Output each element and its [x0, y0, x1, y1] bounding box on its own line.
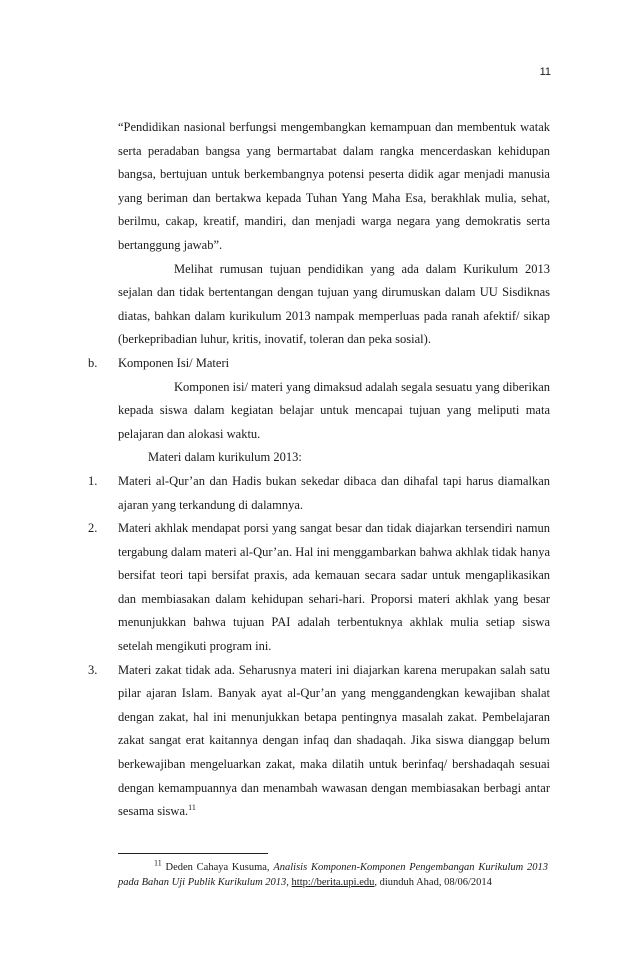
section-b-heading: Komponen Isi/ Materi: [118, 355, 230, 370]
body-text: [88, 116, 550, 824]
list-item-marker: 3.: [88, 662, 98, 677]
list-item-text-body: Materi zakat tidak ada. Seharusnya materi ini diajarkan karena merupakan salah satu pilar ajaran Islam. Banyak ayat al-Qur’an yang menggandengkan kewajiban shalat dengan zakat, hal ini menunjukkan betapa pentingnya masalah zakat. Pembelajaran zakat sangat erat kaitannya dengan infaq dan shadaqah. Jika siswa dianggap belum berkewajiban mengeluarkan zakat, maka dilatih untuk berinfaq/ bershadaqah sesuai dengan kemampuannya dan menambah wawasan dengan membiasakan berbagi antar sesama siswa.: [118, 662, 550, 819]
footnote-reference[interactable]: 11: [188, 803, 196, 813]
paragraph-melihat: Melihat rumusan tujuan pendidikan yang ada dalam Kurikulum 2013 sejalan dan tidak bertentangan dengan tujuan yang dirumuskan dalam UU Sisdiknas diatas, bahkan dalam kurikulum 2013 nampak memperluas pada ranah afektif/ sikap (berkepribadian luhur, kritis, inovatif, toleran dan peka sosial).: [118, 261, 550, 347]
footnote: [118, 860, 548, 890]
footnote-link[interactable]: http://berita.upi.edu: [291, 877, 375, 888]
section-b-subheading: Materi dalam kurikulum 2013:: [148, 450, 302, 465]
footnote-author: Deden Cahaya Kusuma,: [165, 862, 270, 873]
footnote-text: [118, 860, 548, 890]
list-item: [88, 659, 550, 824]
footnote-separator: ,: [286, 877, 289, 888]
page-number: 11: [539, 66, 551, 78]
list-item-marker: 2.: [88, 521, 98, 536]
footnote-suffix: , diunduh Ahad, 08/06/2014: [374, 877, 492, 888]
section-b-marker: b.: [88, 355, 98, 370]
list-item-text: [118, 659, 550, 824]
list-item: [88, 517, 550, 659]
list-item-text: Materi al-Qur’an dan Hadis bukan sekedar dibaca dan dihafal tapi harus diamalkan ajaran yang terkandung di dalamnya.: [118, 473, 550, 512]
footnote-title: Analisis Komponen-Komponen Pengembangan Kurikulum 2013 pada Bahan Uji Publik Kurikulum 2013: [118, 862, 549, 888]
quote-paragraph: “Pendidikan nasional berfungsi mengembangkan kemampuan dan membentuk watak serta peradaban bangsa yang bermartabat dalam rangka mencerdaskan kehidupan bangsa, bertujuan untuk berkembangnya potensi peserta didik agar menjadi manusia yang beriman dan bertakwa kepada Tuhan Yang Maha Esa, berakhlak mulia, sehat, berilmu, cakap, kreatif, mandiri, dan menjadi warga negara yang demokratis serta bertanggung jawab”.: [118, 120, 550, 252]
section-b-paragraph: Komponen isi/ materi yang dimaksud adalah segala sesuatu yang diberikan kepada siswa dalam kegiatan belajar untuk mencapai tujuan yang meliputi mata pelajaran dan alokasi waktu.: [118, 379, 550, 441]
footnote-divider: [118, 853, 268, 854]
list-item-marker: 1.: [88, 473, 98, 488]
section-b: [88, 352, 550, 376]
list-item-text: Materi akhlak mendapat porsi yang sangat besar dan tidak diajarkan tersendiri namun tergabung dalam materi al-Qur’an. Hal ini menggambarkan bahwa akhlak tidak hanya bersifat teori tapi bersifat praxis, ada kemauan secara sadar untuk mengaplikasikan dan membiasakan dalam kehidupan sehari-hari. Proporsi materi akhlak yang besar menunjukkan bahwa tujuan PAI adalah terbentuknya akhlak mulia setiap siswa setelah mengikuti program ini.: [118, 521, 550, 654]
footnote-number: 11: [154, 858, 162, 868]
list-item: [88, 470, 550, 517]
